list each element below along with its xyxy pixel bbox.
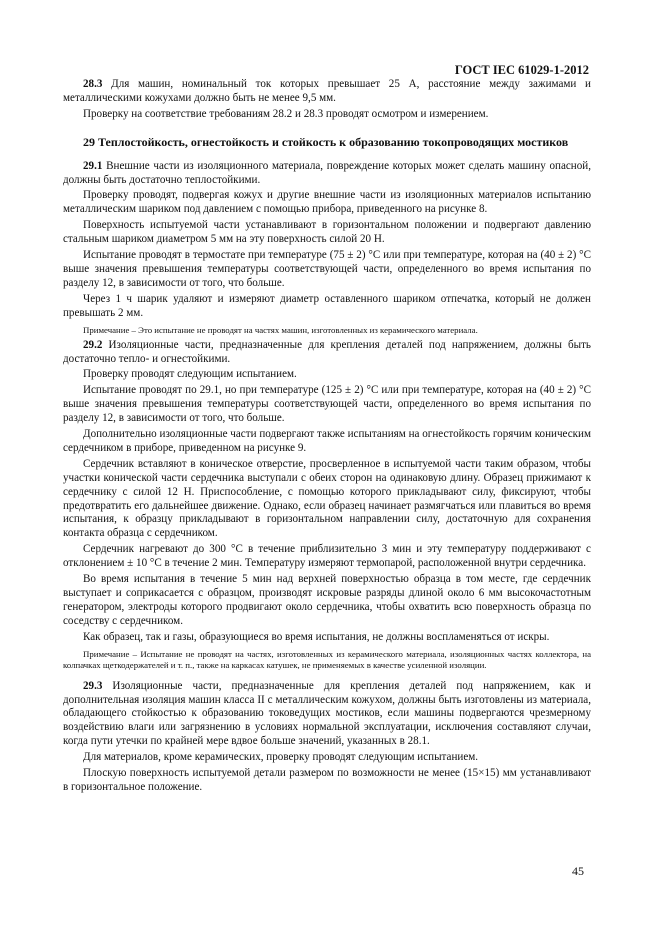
paragraph-text: Внешние части из изоляционного материала, повреждение которых может сделать машину опасной, должны быть достаточно теплостойкими. bbox=[63, 159, 591, 186]
paragraph-text: Для машин, номинальный ток которых превышает 25 А, расстояние между зажимами и металлическими кожухами должно быть не менее 9,5 мм. bbox=[63, 78, 591, 104]
paragraph: Дополнительно изоляционные части подвергают также испытаниям на огнестойкость горячим коническим сердечником в приборе, приведенном на рисунке 9. bbox=[63, 428, 591, 454]
paragraph: Поверхность испытуемой части устанавливают в горизонтальном положении и подвергают давлению стальным шариком диаметром 5 мм на эту поверхность силой 20 Н. bbox=[63, 219, 591, 246]
paragraph-28-3 bbox=[63, 78, 591, 106]
paragraph: Сердечник нагревают до 300 °С в течение приблизительно 3 мин и эту температуру поддерживают с отклонением ± 10 °С в течение 2 мин. Температуру измеряют термопарой, расположенной внутри сердечника. bbox=[63, 543, 591, 570]
clause-number: 29.3 bbox=[83, 679, 103, 692]
page-body bbox=[63, 78, 591, 797]
paragraph: Для материалов, кроме керамических, проверку проводят следующим испытанием. bbox=[83, 751, 479, 764]
paragraph-text: Изоляционные части, предназначенные для крепления деталей под напряжением, должны быть достаточно тепло- и огнестойкими. bbox=[63, 338, 591, 365]
paragraph: Через 1 ч шарик удаляют и измеряют диаметр оставленного шариком отпечатка, который не должен превышать 2 мм. bbox=[63, 292, 591, 319]
paragraph-29-3 bbox=[63, 680, 591, 750]
note: Примечание – Испытание не проводят на частях, изготовленных из керамического материала, изоляционных частях коллектора, на колпачках щеткодержателей и т. п., также на каркасах катушек, не применяемых в качестве усиленной изоляции. bbox=[63, 648, 591, 670]
paragraph-29-1 bbox=[63, 160, 591, 188]
paragraph: Во время испытания в течение 5 мин над верхней поверхностью образца в том месте, где сердечник выступает и соприкасается с образцом, производят искровые разряды длиной около 6 мм высокочастотным генератором, электроды которого продвигают около сердечника, чтобы охватить всю поверхность образца по соседству с сердечником. bbox=[63, 573, 591, 627]
paragraph: Испытание проводят по 29.1, но при температуре (125 ± 2) °С или при температуре, которая на (40 ± 2) °С выше значения превышения температуры соответствующей части, определенного во время испытания по разделу 12, в зависимости от того, что больше. bbox=[63, 384, 591, 425]
standard-header: ГОСТ IEC 61029-1-2012 bbox=[454, 63, 589, 77]
paragraph: Плоскую поверхность испытуемой детали размером по возможности не менее (15×15) мм устанавливают в горизонтальное положение. bbox=[63, 767, 591, 793]
note: Примечание – Это испытание не проводят на частях машин, изготовленных из керамического материала. bbox=[83, 324, 478, 335]
paragraph-text: Изоляционные части, предназначенные для крепления деталей под напряжением, как и дополнительная изоляция машин класса II с металлическим кожухом, должны быть изготовлены из материала, обладающего стойкостью к образованию токоведущих мостиков, если машины подвергаются чрезмерному воздействию влаги или загрязнению в условиях нормальной эксплуатации, исключения составляют случаи, когда пути утечки по крайней мере вдвое больше значений, указанных в 28.1. bbox=[63, 679, 591, 748]
paragraph-29-2 bbox=[63, 339, 591, 367]
paragraph: Испытание проводят в термостате при температуре (75 ± 2) °С или при температуре, которая на (40 ± 2) °С выше значения превышения температуры соответствующей части, определенного во время испытания по разделу 12, в зависимости от того, что больше. bbox=[63, 249, 591, 289]
section-heading: 29 Теплостойкость, огнестойкость и стойкость к образованию токопроводящих мостиков bbox=[83, 134, 569, 149]
paragraph: Проверку проводят, подвергая кожух и другие внешние части из изоляционных материалов испытанию металлическим шариком под давлением с помощью прибора, приведенного на рисунке 8. bbox=[63, 189, 591, 216]
paragraph: Сердечник вставляют в коническое отверстие, просверленное в испытуемой части таким образом, чтобы участки конической части сердечника выступали с обеих сторон на одинаковую длину. Образец прижимают к сердечнику с силой 12 Н. Приспособление, с помощью которого прикладывают силу, фиксируют, чтобы предотвратить его дальнейшее движение. Однако, если образец начинает размягчаться или плавиться во время испытания, к образцу прикладывают в горизонтальном направлении силу, достаточную для сохранения контакта образца с сердечником. bbox=[63, 457, 591, 540]
page-number: 45 bbox=[572, 864, 584, 878]
paragraph: Как образец, так и газы, образующиеся во время испытания, не должны воспламеняться от искры. bbox=[83, 630, 550, 643]
clause-number: 29.1 bbox=[83, 159, 103, 172]
clause-number: 29.2 bbox=[83, 338, 103, 351]
clause-number: 28.3 bbox=[83, 78, 103, 90]
paragraph: Проверку на соответствие требованиям 28.2 и 28.3 проводят осмотром и измерением. bbox=[83, 107, 489, 120]
paragraph: Проверку проводят следующим испытанием. bbox=[83, 368, 297, 381]
